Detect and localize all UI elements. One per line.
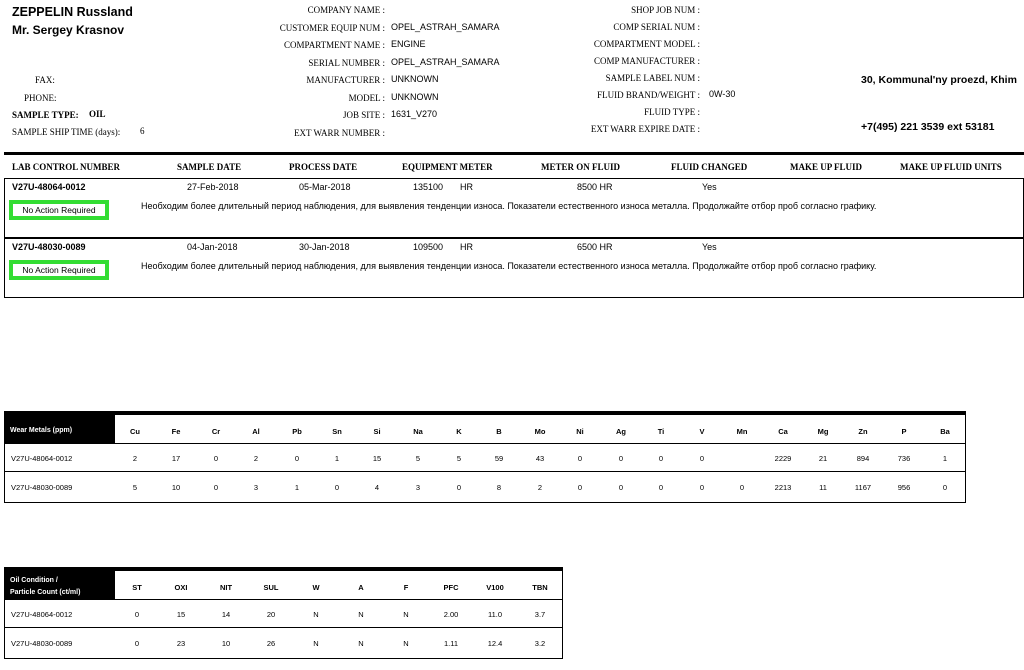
lab-column-header — [4, 152, 1024, 176]
column-header: Na — [413, 427, 423, 436]
col-make-up-fluid-units: MAKE UP FLUID UNITS — [900, 162, 1002, 172]
oil-condition-title-line2: Particle Count (ct/ml) — [10, 589, 81, 596]
table-cell: 0 — [577, 454, 583, 463]
table-cell: 736 — [897, 454, 911, 463]
column-header: Ag — [616, 427, 626, 436]
field-value: OPEL_ASTRAH_SAMARA — [391, 21, 500, 32]
column-header: Al — [252, 427, 260, 436]
field-label: SAMPLE LABEL NUM : — [605, 73, 700, 83]
field-label: CUSTOMER EQUIP NUM : — [279, 22, 385, 33]
table-cell: 0 — [134, 639, 140, 648]
column-header: Cu — [130, 427, 140, 436]
table-cell: 2 — [253, 454, 259, 463]
row-lab-number: V27U-48064-0012 — [11, 454, 73, 463]
column-header: ST — [132, 583, 142, 592]
field-label: COMPARTMENT MODEL : — [593, 39, 700, 49]
column-header: Mg — [817, 427, 829, 436]
table-cell: 0 — [213, 483, 219, 492]
sample-record — [4, 178, 1024, 238]
ship-time-value: 6 — [140, 126, 145, 136]
col-meter-on-fluid: METER ON FLUID — [541, 162, 621, 172]
table-cell: 1167 — [854, 483, 872, 492]
table-cell: 0 — [739, 483, 745, 492]
column-header: B — [496, 427, 502, 436]
sample-type-label: SAMPLE TYPE: — [12, 110, 79, 120]
table-cell: 59 — [494, 454, 504, 463]
process-date: 30-Jan-2018 — [299, 242, 350, 252]
field-label: SERIAL NUMBER : — [308, 57, 385, 68]
table-row — [5, 600, 562, 628]
field-label: COMPARTMENT NAME : — [284, 40, 385, 50]
table-cell: 5 — [132, 483, 138, 492]
column-header: V100 — [486, 583, 504, 592]
oil-condition-table — [4, 567, 563, 659]
field-label: COMP MANUFACTURER : — [593, 56, 700, 66]
column-header: Si — [373, 427, 381, 436]
col-process-date: PROCESS DATE — [289, 162, 358, 172]
sample-comment: Необходим более длительный период наблюдения, для выявления тенденции износа. Показатели естественного износа металла. Продолжайте отбор проб согласно графику. — [141, 201, 877, 211]
column-header: W — [312, 583, 320, 592]
field-label: FLUID TYPE : — [644, 107, 700, 117]
table-cell: 0 — [618, 454, 624, 463]
column-header: Cr — [211, 427, 221, 436]
col-equipment-meter: EQUIPMENT METER — [402, 162, 493, 172]
row-lab-number: V27U-48030-0089 — [11, 483, 73, 492]
table-cell: 2 — [132, 454, 138, 463]
column-header: Ca — [778, 427, 788, 436]
table-cell: 0 — [658, 454, 664, 463]
wear-metals-table — [4, 411, 966, 503]
table-cell: 11 — [819, 483, 827, 492]
fluid-changed: Yes — [702, 242, 717, 252]
meter-on-fluid: 6500 HR — [577, 242, 613, 252]
oil-condition-title-line1: Oil Condition / — [10, 577, 58, 584]
column-header: Fe — [171, 427, 181, 436]
column-header: SUL — [263, 583, 279, 592]
column-header: OXI — [174, 583, 188, 592]
address: 30, Kommunal'ny proezd, Khim — [861, 74, 1017, 86]
sample-record — [4, 238, 1024, 298]
field-label: EXT WARR EXPIRE DATE : — [590, 124, 700, 134]
table-cell: 0 — [699, 483, 705, 492]
field-label: COMP SERIAL NUM : — [613, 22, 700, 32]
field-value: 0W-30 — [709, 89, 736, 99]
col-fluid-changed: FLUID CHANGED — [671, 162, 748, 172]
table-cell: 23 — [176, 639, 186, 648]
table-cell: 26 — [266, 639, 276, 648]
field-label: COMPANY NAME : — [307, 5, 385, 15]
column-header: Mo — [534, 427, 546, 436]
table-cell: 21 — [818, 454, 828, 463]
table-cell: N — [403, 639, 409, 648]
column-header: PFC — [443, 583, 459, 592]
col-sample-date: SAMPLE DATE — [177, 162, 242, 172]
table-cell: 1 — [334, 454, 340, 463]
column-header: Sn — [332, 427, 342, 436]
table-cell: N — [358, 639, 364, 648]
fax-label: FAX: — [35, 75, 55, 85]
table-cell: 2213 — [774, 483, 792, 492]
field-label: MANUFACTURER : — [306, 75, 385, 85]
column-header: Ba — [940, 427, 950, 436]
table-cell: 0 — [456, 483, 462, 492]
table-cell: 0 — [699, 454, 705, 463]
table-cell: 0 — [334, 483, 340, 492]
field-label: MODEL : — [348, 92, 385, 103]
table-cell: 0 — [577, 483, 583, 492]
sample-comment: Необходим более длительный период наблюдения, для выявления тенденции износа. Показатели естественного износа металла. Продолжайте отбор проб согласно графику. — [141, 261, 877, 271]
table-cell: 0 — [213, 454, 219, 463]
column-header: K — [456, 427, 462, 436]
column-header: Ni — [576, 427, 584, 436]
table-cell: 5 — [415, 454, 421, 463]
row-lab-number: V27U-48030-0089 — [11, 639, 73, 648]
field-label: EXT WARR NUMBER : — [294, 127, 385, 138]
table-cell: 3 — [253, 483, 259, 492]
table-cell: 0 — [294, 454, 300, 463]
table-cell: 0 — [942, 483, 948, 492]
table-cell: 1 — [294, 483, 300, 492]
table-cell: N — [313, 639, 319, 648]
col-make-up-fluid: MAKE UP FLUID — [790, 162, 862, 172]
table-cell: 15 — [372, 454, 382, 463]
column-header: TBN — [532, 583, 548, 592]
equipment-meter-unit: HR — [460, 182, 473, 192]
equipment-meter: 135100 — [413, 182, 444, 192]
field-label: JOB SITE : — [342, 110, 385, 120]
action-status-badge: No Action Required — [9, 260, 109, 280]
table-cell: 894 — [856, 454, 870, 463]
column-header: Ti — [657, 427, 665, 436]
table-cell: 2.00 — [443, 610, 459, 619]
oil-condition-header — [5, 568, 562, 600]
table-cell: N — [403, 610, 409, 619]
sample-type-value: OIL — [89, 109, 106, 119]
equipment-meter: 109500 — [413, 242, 444, 252]
meter-on-fluid: 8500 HR — [577, 182, 613, 192]
table-cell: 0 — [618, 483, 624, 492]
ship-time-label: SAMPLE SHIP TIME (days): — [12, 127, 121, 137]
company-title: ZEPPELIN Russland — [12, 5, 133, 19]
table-cell: 1.11 — [443, 639, 459, 648]
phone-number: +7(495) 221 3539 ext 53181 — [861, 121, 995, 133]
column-header: P — [901, 427, 907, 436]
field-value: UNKNOWN — [391, 91, 439, 102]
column-header: Zn — [858, 427, 868, 436]
table-cell: 4 — [374, 483, 380, 492]
oil-condition-title — [5, 571, 115, 599]
column-header: NIT — [219, 583, 233, 592]
wear-metals-title: Wear Metals (ppm) — [5, 415, 115, 443]
column-header: A — [358, 583, 364, 592]
contact-name: Mr. Sergey Krasnov — [12, 23, 125, 37]
table-cell: 5 — [456, 454, 462, 463]
field-value: UNKNOWN — [391, 74, 439, 84]
lab-control-number: V27U-48030-0089 — [12, 242, 86, 252]
column-header: Mn — [736, 427, 748, 436]
wear-metals-header — [5, 412, 965, 444]
table-cell: 956 — [897, 483, 911, 492]
field-value: OPEL_ASTRAH_SAMARA — [391, 56, 500, 67]
table-cell: 10 — [171, 483, 181, 492]
action-status-badge: No Action Required — [9, 200, 109, 220]
table-cell: 2229 — [774, 454, 792, 463]
table-cell: 17 — [171, 454, 181, 463]
sample-date: 04-Jan-2018 — [187, 242, 238, 252]
lab-control-number: V27U-48064-0012 — [12, 182, 86, 192]
column-header: Pb — [292, 427, 302, 436]
table-cell: 14 — [221, 610, 231, 619]
sample-date: 27-Feb-2018 — [187, 182, 239, 192]
table-row — [5, 444, 965, 472]
table-cell: 1 — [942, 454, 948, 463]
phone-label: PHONE: — [24, 93, 57, 103]
table-cell: 3.7 — [534, 610, 546, 619]
table-cell: 8 — [496, 483, 502, 492]
fluid-changed: Yes — [702, 182, 717, 192]
table-cell: 12.4 — [487, 639, 503, 648]
table-cell: 3.2 — [534, 639, 546, 648]
table-cell: 3 — [415, 483, 421, 492]
table-cell: 43 — [535, 454, 545, 463]
field-label: FLUID BRAND/WEIGHT : — [597, 90, 700, 100]
equipment-meter-unit: HR — [460, 242, 473, 252]
table-cell: 0 — [658, 483, 664, 492]
table-cell: 10 — [221, 639, 231, 648]
col-lab-control-number: LAB CONTROL NUMBER — [12, 162, 121, 172]
field-value: 1631_V270 — [391, 109, 438, 119]
table-cell: 20 — [266, 610, 276, 619]
table-row — [5, 629, 562, 657]
field-label: SHOP JOB NUM : — [631, 5, 700, 15]
table-cell: N — [358, 610, 364, 619]
table-cell: N — [313, 610, 319, 619]
column-header: F — [403, 583, 409, 592]
column-header: V — [699, 427, 705, 436]
table-row — [5, 473, 965, 501]
table-cell: 11.0 — [487, 610, 503, 619]
process-date: 05-Mar-2018 — [299, 182, 351, 192]
row-lab-number: V27U-48064-0012 — [11, 610, 73, 619]
table-cell: 2 — [537, 483, 543, 492]
table-cell: 0 — [134, 610, 140, 619]
table-cell: 15 — [176, 610, 186, 619]
field-value: ENGINE — [391, 39, 426, 49]
